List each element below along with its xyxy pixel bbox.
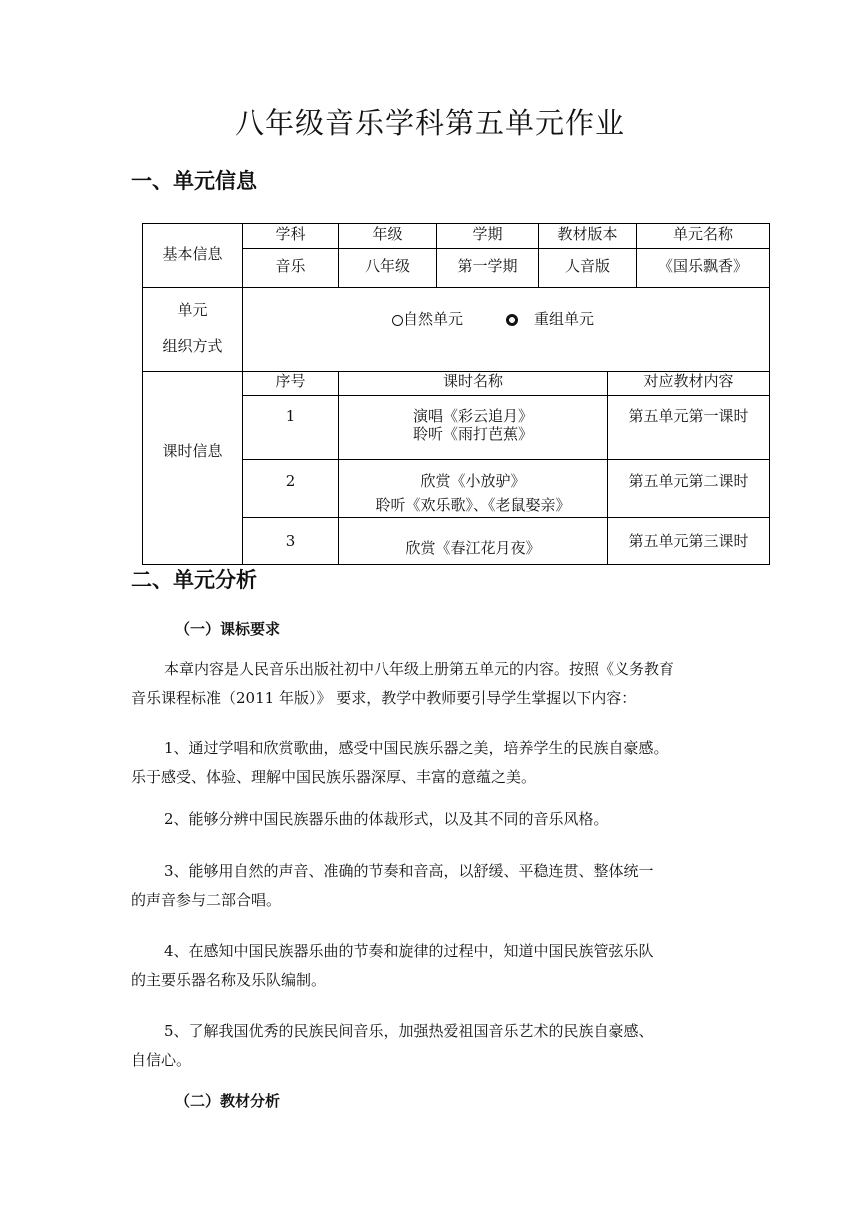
lesson-2-no: 2 xyxy=(285,472,296,490)
lesson-3-name-line1: 欣赏《春江花月夜》 xyxy=(405,539,541,557)
requirement-item-1: 1、通过学唱和欣赏歌曲，感受中国民族乐器之美，培养学生的民族自豪感。 乐于感受、体验、理解中国民族乐器深厚、丰富的意蕴之美。 xyxy=(131,739,669,786)
lesson-header-content: 对应教材内容 xyxy=(643,372,734,390)
header-grade: 年级 xyxy=(372,225,403,243)
lesson-3-no: 3 xyxy=(285,532,296,550)
lesson-2-name-line2: 聆听《欢乐歌》、《老鼠娶亲》 xyxy=(375,496,571,514)
intro-paragraph: 本章内容是人民音乐出版社初中八年级上册第五单元的内容。按照《义务教育 音乐课程标准（2011 年版）》 要求，教学中教师要引导学生掌握以下内容： xyxy=(131,660,675,707)
radio-empty-icon xyxy=(392,315,403,326)
header-subject: 学科 xyxy=(275,225,306,243)
lesson-3-content: 第五单元第三课时 xyxy=(628,532,749,550)
org-label-line2: 组织方式 xyxy=(162,337,223,355)
value-edition: 人音版 xyxy=(564,257,610,275)
org-option-regroup[interactable]: 重组单元 xyxy=(506,309,594,329)
lesson-1-name-line2: 聆听《雨打芭蕉》 xyxy=(412,425,533,443)
value-subject: 音乐 xyxy=(275,257,306,275)
requirement-item-5: 5、了解我国优秀的民族民间音乐，加强热爱祖国音乐艺术的民族自豪感、 自信心。 xyxy=(131,1022,654,1069)
header-term: 学期 xyxy=(472,225,503,243)
lesson-info-label: 课时信息 xyxy=(162,442,223,460)
value-unit-name: 《国乐飘香》 xyxy=(657,257,748,275)
lesson-1-no: 1 xyxy=(285,407,296,425)
header-edition: 教材版本 xyxy=(557,225,618,243)
requirement-item-2: 2、能够分辨中国民族器乐曲的体裁形式，以及其不同的音乐风格。 xyxy=(164,810,609,828)
org-option-natural[interactable]: 自然单元 xyxy=(392,309,463,329)
value-grade: 八年级 xyxy=(364,257,410,275)
requirement-item-4: 4、在感知中国民族器乐曲的节奏和旋律的过程中，知道中国民族管弦乐队 的主要乐器名称及乐队编制。 xyxy=(131,942,654,989)
page-title: 八年级音乐学科第五单元作业 xyxy=(234,106,625,140)
header-unit-name: 单元名称 xyxy=(672,225,733,243)
lesson-1-content: 第五单元第一课时 xyxy=(628,407,749,425)
lesson-1-name-line1: 演唱《彩云追月》 xyxy=(412,407,533,425)
section-heading-unit-info: 一、单元信息 xyxy=(131,169,257,193)
section-heading-unit-analysis: 二、单元分析 xyxy=(131,568,257,592)
radio-selected-icon xyxy=(506,314,518,326)
value-term: 第一学期 xyxy=(457,257,518,275)
subheading-textbook-analysis: （二）教材分析 xyxy=(175,1092,281,1110)
basic-info-label: 基本信息 xyxy=(162,245,223,263)
lesson-2-name-line1: 欣赏《小放驴》 xyxy=(420,472,526,490)
org-label-line1: 单元 xyxy=(177,301,208,319)
lesson-header-name: 课时名称 xyxy=(442,372,503,390)
requirement-item-3: 3、能够用自然的声音、准确的节奏和音高，以舒缓、平稳连贯、整体统一 的声音参与二部合唱。 xyxy=(131,862,654,909)
subheading-curriculum: （一）课标要求 xyxy=(175,620,281,638)
lesson-2-content: 第五单元第二课时 xyxy=(628,472,749,490)
lesson-header-no: 序号 xyxy=(275,372,306,390)
